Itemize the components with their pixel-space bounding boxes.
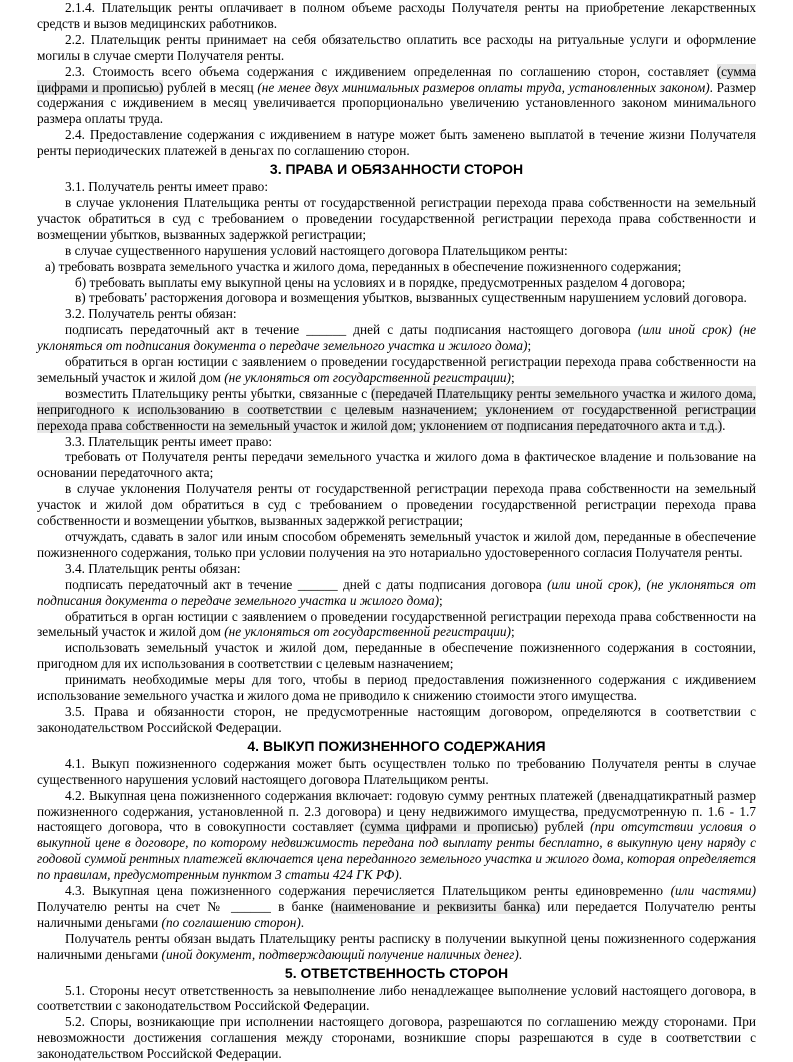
clause-3-2-duty-c: возместить Плательщику ренты убытки, связанные с (передачей Плательщику ренты земельного участка и жилого дома, непригодного к использованию в соответствии с целевым назначением; уклонением от государственной регистрации перехода права собственности на земельный участок и жилой дом; уклонением от подписания передаточного акта и т.д.). <box>37 385 756 433</box>
clause-3-1: 3.1. Получатель ренты имеет право: <box>65 179 269 195</box>
clause-3-4-duty-a: подписать передаточный акт в течение ______ дней с даты подписания договора (или иной срок), (не уклоняться от подписания документа о передаче земельного участка и жилого дома); <box>37 576 756 608</box>
section-5-heading: 5. ОТВЕТСТВЕННОСТЬ СТОРОН <box>284 964 509 981</box>
clause-4-4: Получатель ренты обязан выдать Плательщику ренты расписку в получении выкупной цены пожизненного содержания наличными деньгами (иной документ, подтверждающий получение наличных денег). <box>37 930 756 962</box>
clause-3-3-right-c: отчуждать, сдавать в залог или иным способом обременять земельный участок и жилой дом, переданные в обеспечение пожизненного содержания, только при условии получения на это нотариально удостоверенного согласия Получателя ренты. <box>37 529 756 560</box>
clause-3-4-duty-b: обратиться в орган юстиции с заявлением о проведении государственной регистрации перехода права собственности на земельный участок и жилой дом (не уклоняться от государственной регистрации); <box>37 608 756 640</box>
clause-4-2: 4.2. Выкупная цена пожизненного содержания включает: годовую сумму рентных платежей (двенадцатикратный размер пожизненного содержания, установленной п. 2.3 договора) и цену недвижимого имущества, предусмотренную п. 1.6 - 1.7 настоящего договора, что в совокупности составляет (сумма цифрами и прописью) рублей (при отсутствии условия о выкупной цене в договоре, по которому недвижимость передана под выплату ренты бесплатно, в выкупную цену наряду с годовой суммой рентных платежей включается цена переданного земельного участка и жилого дома, которая определяется по правилам, предусмотренным пунктом 3 статьи 424 ГК РФ). <box>37 787 757 883</box>
clause-5-2: 5.2. Споры, возникающие при исполнении настоящего договора, разрешаются по соглашению между сторонами. При невозможности достижения соглашения между сторонами, возникшие споры разрешаются в суде в соответствии с законодательством Российской Федерации. <box>37 1014 756 1062</box>
document-body <box>37 0 756 1062</box>
clause-4-1: 4.1. Выкуп пожизненного содержания может быть осуществлен только по требованию Получателя ренты в случае существенного нарушения условий настоящего договора Плательщиком ренты. <box>37 755 756 787</box>
clause-3-2-duty-b: обратиться в орган юстиции с заявлением о проведении государственной регистрации перехода права собственности на земельный участок и жилой дом (не уклоняться от государственной регистрации); <box>37 354 756 385</box>
clause-2-2: 2.2. Плательщик ренты принимает на себя обязательство оплатить все расходы на ритуальные услуги и оформление могилы в случае смерти Получателя ренты. <box>37 31 756 63</box>
clause-3-1-right-a: в случае уклонения Плательщика ренты от государственной регистрации перехода права собственности на земельный участок обратиться в суд с требованием о проведении государственной регистрации перехода права собственности и возмещении убытков, вызванных задержкой регистрации; <box>37 194 756 242</box>
italic-note: (не менее двух минимальных размеров оплаты труда, установленных законом) <box>257 79 710 95</box>
placeholder-amount: (сумма цифрами и прописью) <box>360 819 538 835</box>
clause-3-5: 3.5. Права и обязанности сторон, не предусмотренные настоящим договором, определяются в соответствии с законодательством Российской Федерации. <box>37 703 756 735</box>
clause-3-1-right-b: в случае существенного нарушения условий настоящего договора Плательщиком ренты: <box>65 242 568 258</box>
clause-3-1-item-a: а) требовать возврата земельного участка и жилого дома, переданных в обеспечение пожизненного содержания; <box>45 258 682 274</box>
placeholder-bank: (наименование и реквизиты банка) <box>330 898 541 914</box>
section-3-heading: 3. ПРАВА И ОБЯЗАННОСТИ СТОРОН <box>269 161 524 178</box>
clause-2-1-4: 2.1.4. Плательщик ренты оплачивает в полном объеме расходы Получателя ренты на приобретение лекарственных средств и вызов медицинских работников. <box>37 0 756 31</box>
placeholder-amount: (сумма цифрами и прописью) <box>37 63 756 95</box>
clause-3-4-duty-d: принимать необходимые меры для того, чтобы в период предоставления пожизненного содержания с иждивением использование земельного участка и жилого дома не приводило к снижению стоимости этого имущества. <box>37 672 756 704</box>
clause-3-2-duty-a: подписать передаточный акт в течение ______ дней с даты подписания настоящего договора (или иной срок) (не уклоняться от подписания документа о передаче земельного участка и жилого дома); <box>37 322 757 354</box>
clause-3-4: 3.4. Плательщик ренты обязан: <box>65 560 241 576</box>
clause-3-4-duty-c: использовать земельный участок и жилой дом, переданные в обеспечение пожизненного содержания в состоянии, пригодном для их использования в соответствии с целевым назначением; <box>37 640 756 672</box>
clause-5-1: 5.1. Стороны несут ответственность за невыполнение либо ненадлежащее выполнение условий настоящего договора, в соответствии с законодательством Российской Федерации. <box>37 982 756 1014</box>
placeholder-losses: (передачей Плательщику ренты земельного участка и жилого дома, непригодного к использованию в соответствии с целевым назначением; уклонением от государственной регистрации перехода права собственности на земельный участок и жилой дом; уклонением от подписания передаточного акта и т.д.) <box>37 385 756 433</box>
clause-3-1-item-c: в) требовать' расторжения договора и возмещения убытков, вызванных существенным нарушением условий договора. <box>75 290 747 306</box>
clause-3-1-item-b: б) требовать выплаты ему выкупной цены на условиях и в порядке, предусмотренных разделом 4 договора; <box>75 274 686 290</box>
section-4-heading: 4. ВЫКУП ПОЖИЗНЕННОГО СОДЕРЖАНИЯ <box>247 737 546 754</box>
clause-3-3: 3.3. Плательщик ренты имеет право: <box>65 433 273 449</box>
clause-3-2: 3.2. Получатель ренты обязан: <box>65 306 237 322</box>
clause-2-3: 2.3. Стоимость всего объема содержания с иждивением определенная по соглашению сторон, составляет (сумма цифрами и прописью) рублей в месяц (не менее двух минимальных размеров оплаты труда, установленных законом). Размер содержания с иждивением в месяц увеличивается пропорционально увеличению установленного законом минимального размера оплаты труда. <box>37 63 756 127</box>
clause-3-3-right-b: в случае уклонения Получателя ренты от государственной регистрации перехода права собственности на земельный участок и жилой дом обратиться в суд с требованием о проведении государственной регистрации перехода права собственности и возмещении убытков, вызванных задержкой регистрации; <box>37 481 756 529</box>
clause-3-3-right-a: требовать от Получателя ренты передачи земельного участка и жилого дома в фактическое владение и пользование на основании передаточного акта; <box>37 449 756 481</box>
clause-4-3: 4.3. Выкупная цена пожизненного содержания перечисляется Плательщиком ренты единовременно (или частями) Получателю ренты на счет № ______ в банке (наименование и реквизиты банка) или передается Получателю ренты наличными деньгами (по соглашению сторон). <box>37 883 757 930</box>
clause-2-4: 2.4. Предоставление содержания с иждивением в натуре может быть заменено выплатой в течение жизни Получателя ренты периодических платежей в деньгах по соглашению сторон. <box>37 127 756 159</box>
